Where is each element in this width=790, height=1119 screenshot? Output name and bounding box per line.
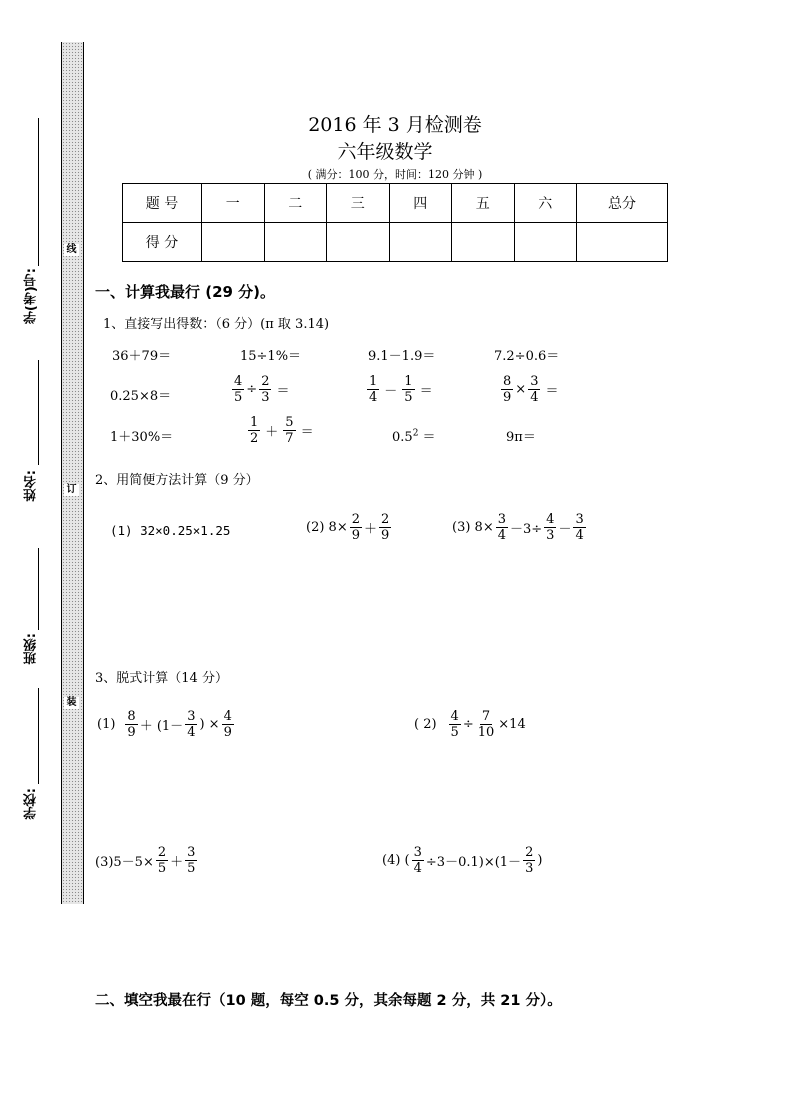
q1-j: $\frac{1}{2}$ ＋ $\frac{5}{7}$ ＝	[250, 415, 314, 446]
q3-p3: (3)5－5× $\frac{2}{5}$ ＋ $\frac{3}{5}$	[95, 845, 196, 876]
q3-p1: (1) $\frac{8}{9}$ ＋ (1－ $\frac{3}{4}$ ) × $\frac{4}{9}$	[97, 709, 232, 740]
q2-p2: (2) 8× $\frac{2}{9}$ ＋ $\frac{2}{9}$	[306, 512, 390, 543]
class-label: 班级:	[24, 633, 39, 665]
name-line	[38, 360, 39, 465]
score-cell[interactable]	[452, 223, 515, 262]
score-table-header-row	[123, 184, 668, 223]
score-table	[122, 183, 668, 262]
exam-info: ( 满分：100 分，时间：120 分钟 )	[307, 168, 483, 181]
q1-i: 1＋30%＝	[110, 430, 174, 445]
table-cell: 四	[389, 184, 452, 223]
page-title: 2016 年 3 月检测卷	[308, 114, 482, 136]
score-cell[interactable]	[264, 223, 327, 262]
score-cell[interactable]	[389, 223, 452, 262]
line-mark: 线	[64, 244, 79, 256]
q1-title: 1、直接写出得数：（6 分）(π 取 3.14)	[103, 317, 330, 332]
score-table-score-row	[123, 223, 668, 262]
table-cell: 五	[452, 184, 515, 223]
table-cell: 三	[327, 184, 390, 223]
table-cell: 六	[514, 184, 577, 223]
table-cell: 二	[264, 184, 327, 223]
q2-title: 2、用简便方法计算（9 分）	[95, 473, 259, 488]
page-subtitle: 六年级数学	[337, 141, 433, 163]
q3-p4: (4) ( $\frac{3}{4}$ ÷3－0.1)×(1－ $\frac{2}{3}$ )	[382, 845, 543, 876]
school-line	[38, 688, 39, 784]
q1-b: 15÷1%＝	[240, 349, 302, 364]
q1-d: 7.2÷0.6＝	[494, 349, 560, 364]
q1-c: 9.1－1.9＝	[368, 349, 436, 364]
section2-heading: 二、填空我最在行（10 题，每空 0.5 分，其余每题 2 分，共 21 分）。	[95, 993, 562, 1009]
score-cell[interactable]	[327, 223, 390, 262]
q1-e: 0.25×8＝	[110, 389, 172, 404]
ding-mark: 订	[64, 484, 79, 496]
q1-a: 36＋79＝	[112, 349, 172, 364]
q1-l: 9π＝	[506, 430, 536, 445]
q2-p3: (3) 8× $\frac{3}{4}$ －3÷ $\frac{4}{3}$ － $\frac{3}{4}$	[452, 512, 584, 543]
q1-f: $\frac{4}{5}$ ÷ $\frac{2}{3}$ ＝	[234, 374, 290, 405]
score-cell[interactable]	[577, 223, 668, 262]
table-cell: 一	[202, 184, 265, 223]
table-cell: 总分	[577, 184, 668, 223]
name-label: 姓名:	[24, 470, 39, 502]
class-line	[38, 548, 39, 630]
zhuang-mark: 装	[64, 697, 79, 709]
q3-p2: ( 2) $\frac{4}{5}$ ÷ $\frac{7}{10}$ ×14	[414, 709, 526, 740]
table-cell: 得 分	[123, 223, 202, 262]
q1-g: $\frac{1}{4}$ － $\frac{1}{5}$ ＝	[369, 374, 433, 405]
q3-title: 3、脱式计算（14 分）	[95, 671, 228, 686]
q1-k: $0.5^2$ ＝	[392, 428, 436, 445]
section1-heading: 一、计算我最行 (29 分)。	[95, 283, 276, 301]
score-cell[interactable]	[514, 223, 577, 262]
q1-h: $\frac{8}{9}$ × $\frac{3}{4}$ ＝	[503, 374, 559, 405]
student-id-label: 学(考)号:	[24, 268, 39, 325]
school-label: 学校:	[24, 788, 39, 820]
q2-p1: (1) 32×0.25×1.25	[110, 523, 231, 538]
score-cell[interactable]	[202, 223, 265, 262]
table-cell: 题 号	[123, 184, 202, 223]
